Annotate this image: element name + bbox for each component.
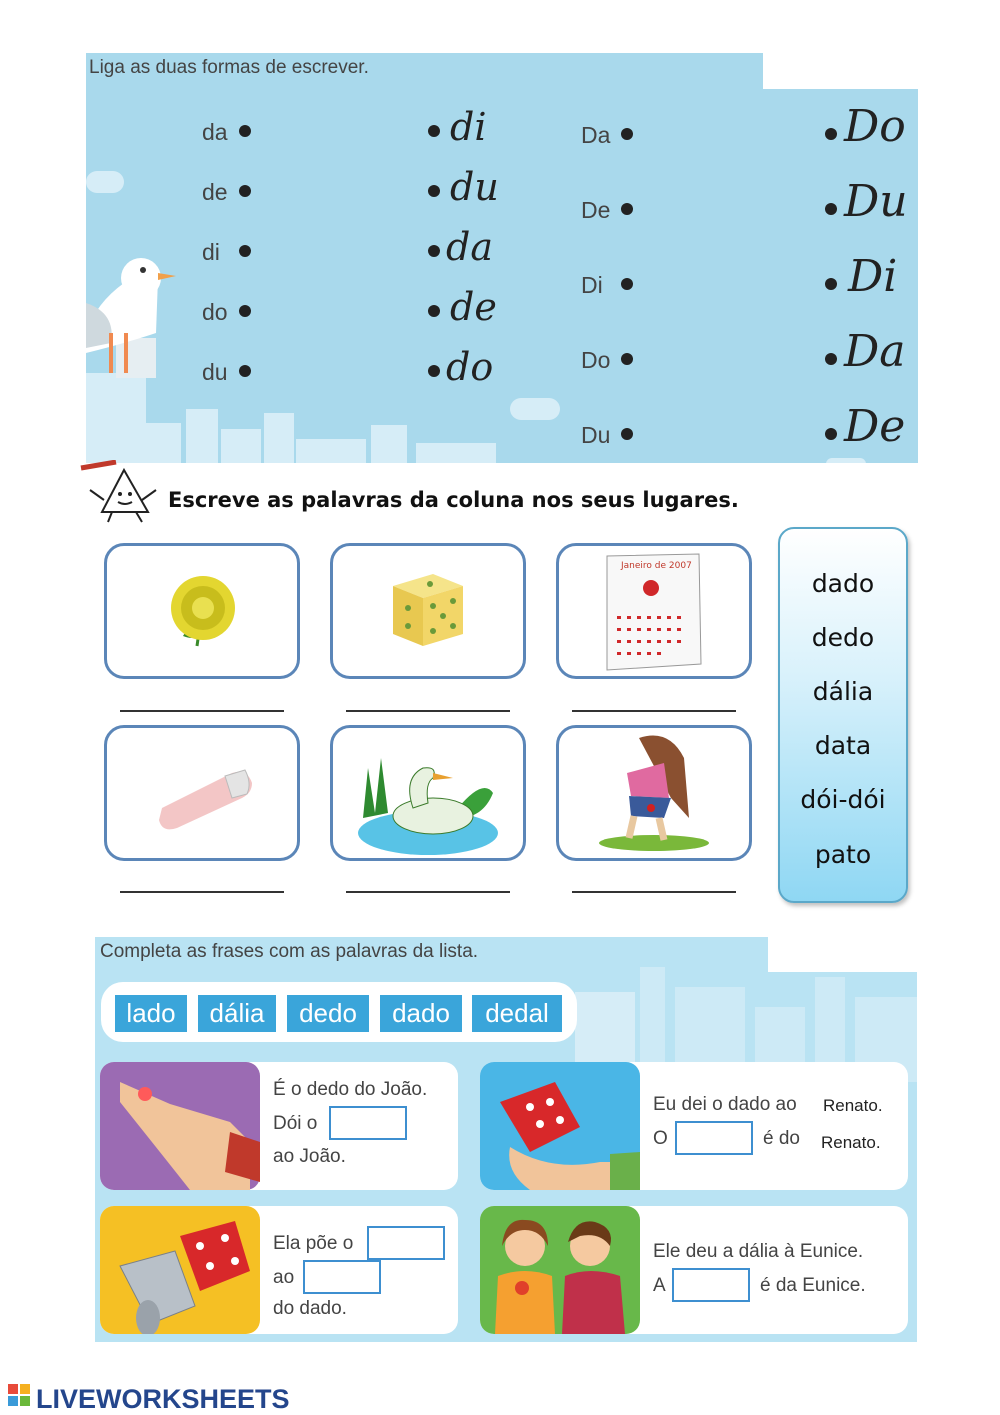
match-dot[interactable] (825, 128, 837, 140)
answer-input[interactable] (367, 1226, 445, 1260)
syllable-cursive-capital: Da (844, 326, 906, 377)
answer-line[interactable] (346, 710, 510, 712)
finger-icon (107, 728, 297, 858)
match-dot[interactable] (825, 203, 837, 215)
syllable-print-capital: Do (581, 347, 611, 373)
syllable-cursive-capital: De (844, 401, 906, 452)
syllable-cursive-capital: Di (848, 251, 898, 302)
matching-instruction: Liga as duas formas de escrever. (89, 57, 369, 78)
word-item: pato (814, 840, 872, 869)
answer-input[interactable] (303, 1260, 381, 1294)
answer-line[interactable] (572, 891, 736, 893)
word-item: dói-dói (800, 785, 886, 814)
sentence-text: é da Eunice. (760, 1275, 866, 1296)
sentence-text: ao (273, 1267, 295, 1288)
answer-input[interactable] (672, 1268, 750, 1302)
match-dot[interactable] (428, 365, 440, 377)
syllable-print-capital: Di (581, 272, 603, 298)
match-dot[interactable] (621, 128, 633, 140)
answer-input[interactable] (675, 1121, 753, 1155)
word-item: dedo (811, 623, 875, 652)
flower-icon (107, 546, 297, 676)
syllable-print-capital: Da (581, 122, 611, 148)
match-dot[interactable] (239, 245, 251, 257)
word-item: dália (812, 677, 874, 706)
match-dot[interactable] (621, 353, 633, 365)
syllable-print: du (202, 359, 228, 385)
syllable-cursive-capital: Du (844, 176, 908, 227)
sentence-text: ao João. (273, 1146, 346, 1167)
syllable-cursive: da (446, 225, 493, 269)
calendar-title: Janeiro de 2007 (621, 561, 692, 571)
syllable-print: di (202, 239, 220, 265)
word-chip[interactable]: lado (115, 995, 187, 1032)
answer-line[interactable] (120, 891, 284, 893)
syllable-print: da (202, 119, 228, 145)
sentence-card (100, 1206, 458, 1334)
dice-icon (333, 546, 523, 676)
syllable-cursive: du (450, 165, 499, 209)
match-dot[interactable] (621, 278, 633, 290)
syllable-cursive: do (446, 345, 494, 389)
match-dot[interactable] (621, 203, 633, 215)
writing-instruction: Escreve as palavras da coluna nos seus lugares. (168, 488, 739, 512)
sentence-text: A (653, 1275, 666, 1296)
sentence-text: É o dedo do João. (273, 1079, 428, 1100)
match-dot[interactable] (825, 353, 837, 365)
word-chip[interactable]: dedo (287, 995, 369, 1032)
brand-name: LIVEWORKSHEETS (36, 1384, 290, 1414)
match-dot[interactable] (239, 365, 251, 377)
sentence-text: Ele deu a dália à Eunice. (653, 1241, 864, 1262)
liveworksheets-logo-icon (8, 1384, 32, 1408)
word-item: dado (811, 569, 875, 598)
calendar-icon (559, 546, 749, 676)
match-dot[interactable] (239, 125, 251, 137)
sentence-name: Renato. (821, 1133, 881, 1152)
match-dot[interactable] (239, 305, 251, 317)
match-dot[interactable] (428, 125, 440, 137)
match-dot[interactable] (428, 245, 440, 257)
answer-line[interactable] (120, 710, 284, 712)
sentence-text: é do (763, 1128, 800, 1149)
sentence-text: Dói o (273, 1113, 318, 1134)
sentence-text: Eu dei o dado ao (653, 1094, 797, 1115)
word-chip[interactable]: dedal (472, 995, 562, 1032)
sentence-text: do dado. (273, 1298, 347, 1319)
match-dot[interactable] (428, 185, 440, 197)
matching-panel (86, 53, 918, 463)
answer-line[interactable] (572, 710, 736, 712)
picture-card (330, 543, 526, 679)
word-chip[interactable]: dado (380, 995, 462, 1032)
thimble-dice-icon (100, 1206, 260, 1334)
match-dot[interactable] (239, 185, 251, 197)
answer-line[interactable] (346, 891, 510, 893)
syllable-print-capital: Du (581, 422, 611, 448)
match-dot[interactable] (621, 428, 633, 440)
sentence-card (480, 1206, 908, 1334)
match-dot[interactable] (825, 278, 837, 290)
syllable-cursive-capital: Do (844, 101, 906, 152)
hurt-finger-icon (100, 1062, 260, 1190)
dice-hand-icon (480, 1062, 640, 1190)
duck-icon (333, 728, 523, 858)
match-dot[interactable] (825, 428, 837, 440)
seagull-icon (86, 233, 181, 378)
word-chip[interactable]: dália (198, 995, 276, 1032)
match-dot[interactable] (428, 305, 440, 317)
pencil-character-icon (76, 460, 166, 526)
sentence-text: O (653, 1128, 668, 1149)
syllable-cursive: de (450, 285, 497, 329)
sentence-text: Ela põe o (273, 1233, 354, 1254)
sentence-instruction: Completa as frases com as palavras da lista. (100, 941, 479, 962)
hurt-knee-icon (559, 728, 749, 858)
answer-input[interactable] (329, 1106, 407, 1140)
picture-card (104, 725, 300, 861)
sentence-card (100, 1062, 458, 1190)
picture-card (556, 543, 752, 679)
picture-card (104, 543, 300, 679)
picture-card (556, 725, 752, 861)
syllable-print: do (202, 299, 228, 325)
sentence-name: Renato. (823, 1096, 883, 1115)
word-item: data (814, 731, 872, 760)
syllable-print: de (202, 179, 228, 205)
picture-card (330, 725, 526, 861)
syllable-cursive: di (450, 105, 487, 149)
syllable-print-capital: De (581, 197, 611, 223)
sentence-card (480, 1062, 908, 1190)
word-column (778, 527, 908, 903)
children-flower-icon (480, 1206, 640, 1334)
